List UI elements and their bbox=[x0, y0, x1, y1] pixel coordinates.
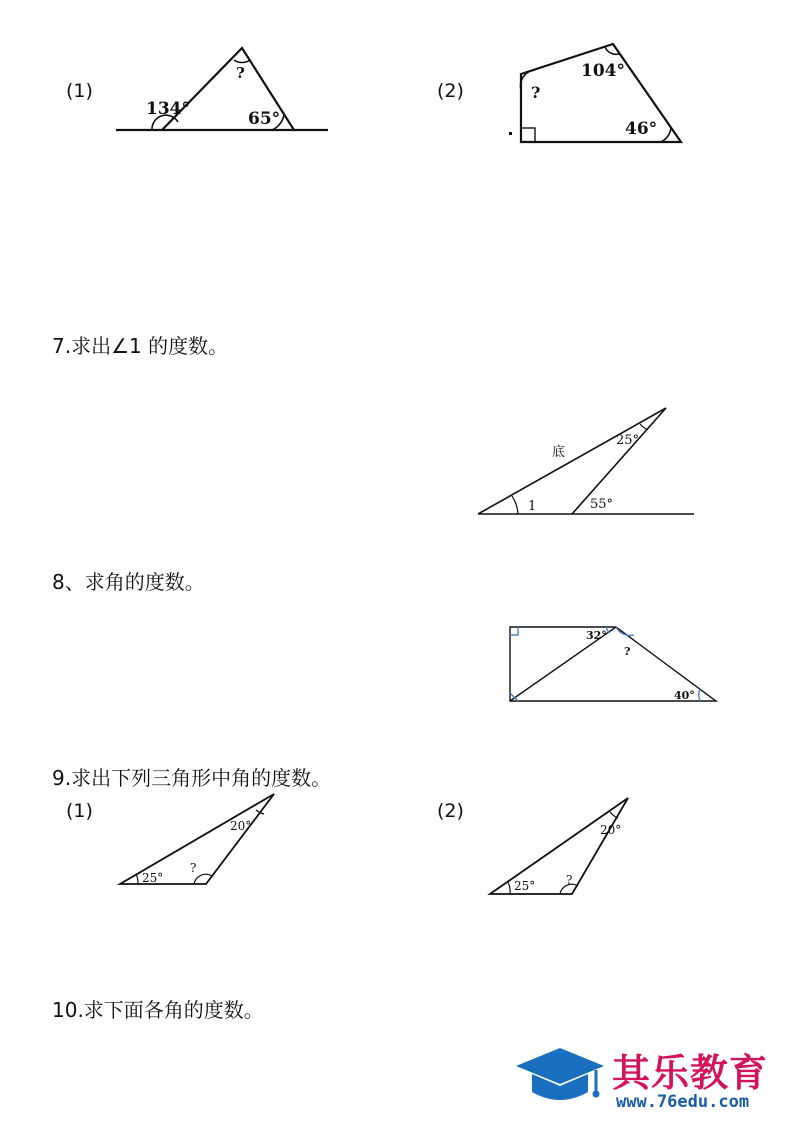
graduation-cap-icon bbox=[512, 1044, 608, 1106]
logo-name: 其乐教育 bbox=[612, 1051, 769, 1095]
q8-title: 8、求角的度数。 bbox=[52, 570, 205, 594]
q9-fig1-angle-top: 20° bbox=[230, 819, 252, 833]
q6-sub1-label: (1) bbox=[66, 80, 93, 102]
q7-angle-top: 25° bbox=[616, 433, 640, 448]
q8-figure bbox=[506, 623, 721, 708]
q6-fig2-angle-b: 46° bbox=[625, 119, 658, 139]
q6-fig2-angle-a: 104° bbox=[581, 61, 625, 81]
q9-fig2-unknown: ? bbox=[566, 873, 573, 887]
q9-sub2-label: (2) bbox=[437, 800, 464, 822]
q6-fig2-unknown: ? bbox=[531, 83, 541, 102]
q9-figure-1 bbox=[118, 792, 278, 887]
q7-angle-1: 1 bbox=[528, 499, 537, 514]
q8-unknown: ? bbox=[624, 645, 631, 658]
q9-sub1-label: (1) bbox=[66, 800, 93, 822]
q10-title: 10.求下面各角的度数。 bbox=[52, 998, 264, 1022]
q7-side-label: 底 bbox=[552, 445, 566, 460]
q9-fig2-angle-top: 20° bbox=[600, 823, 622, 837]
logo-url: www.76edu.com bbox=[616, 1092, 750, 1112]
q6-fig1-unknown: ? bbox=[236, 64, 245, 82]
q6-sub2-label: (2) bbox=[437, 80, 464, 102]
q9-fig1-angle-left: 25° bbox=[142, 871, 164, 885]
q7-title: 7.求出∠1 的度数。 bbox=[52, 334, 229, 358]
q9-figure-2 bbox=[488, 796, 633, 896]
q9-fig2-angle-left: 25° bbox=[514, 879, 536, 893]
q7-figure bbox=[476, 402, 696, 522]
q6-figure-2 bbox=[505, 38, 685, 148]
q6-fig1-angle-a: 134° bbox=[146, 99, 190, 119]
q8-angle-b: 40° bbox=[674, 689, 695, 702]
q9-fig1-unknown: ? bbox=[190, 861, 197, 875]
q6-figure-1 bbox=[112, 42, 332, 142]
q7-angle-ext: 55° bbox=[590, 497, 614, 512]
q9-title: 9.求出下列三角形中角的度数。 bbox=[52, 766, 332, 790]
q6-fig1-angle-b: 65° bbox=[248, 109, 281, 129]
q8-angle-a: 32° bbox=[586, 629, 607, 642]
